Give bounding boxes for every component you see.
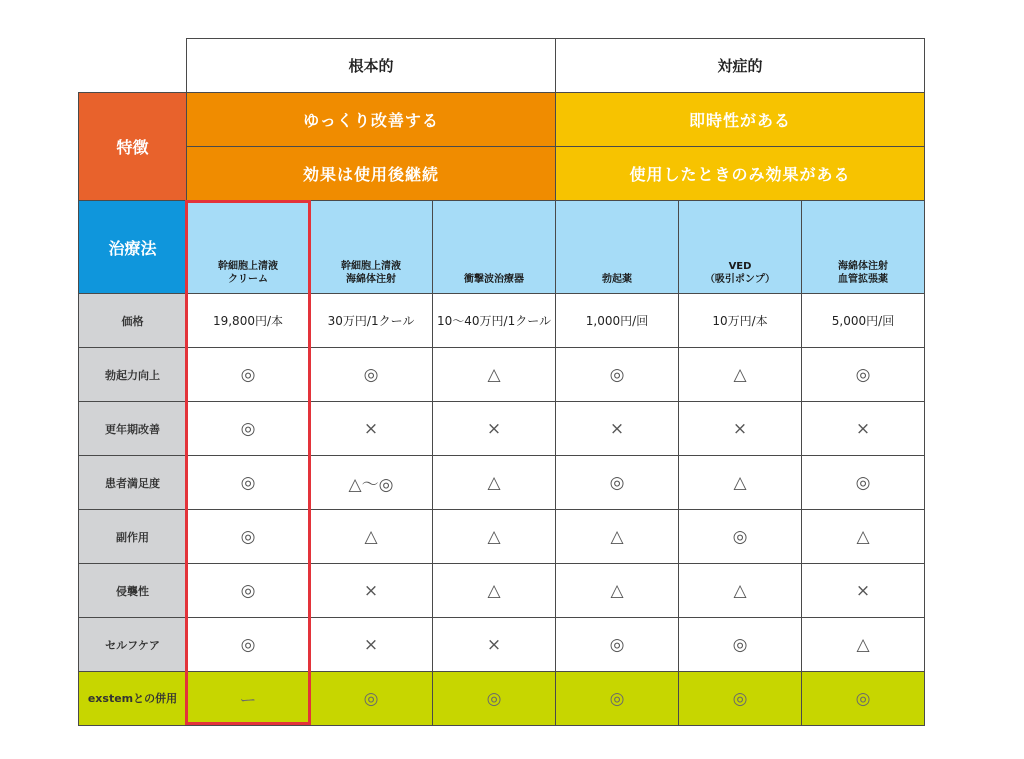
rating-cell: ◎ [802, 348, 925, 402]
rating-cell: × [802, 564, 925, 618]
rating-cell: ◎ [187, 618, 310, 672]
treatment-name-line2: 海綿体注射 [346, 274, 396, 285]
rating-cell: ◎ [556, 618, 679, 672]
feature-fundamental-2: 効果は使用後継続 [187, 147, 556, 201]
rating-cell: △ [679, 456, 802, 510]
combo-cell: ◎ [556, 672, 679, 726]
treatment-name-line1: 勃起薬 [602, 274, 632, 285]
table-row [79, 456, 925, 510]
rating-cell: × [310, 618, 433, 672]
treatment-name-line1: 幹細胞上清液 [341, 261, 401, 272]
rating-cell: × [310, 564, 433, 618]
rating-cell: ◎ [802, 456, 925, 510]
feature-symptomatic-1: 即時性がある [556, 93, 925, 147]
rating-cell: × [802, 402, 925, 456]
treatment-2 [310, 201, 433, 294]
table-row [79, 564, 925, 618]
rating-cell: ◎ [679, 618, 802, 672]
rating-cell: × [679, 402, 802, 456]
price-cell: 30万円/1クール [310, 294, 433, 348]
corner-cell [79, 39, 187, 93]
treatment-name-line1: VED [728, 261, 752, 272]
table-row [79, 294, 925, 348]
row-label: 患者満足度 [79, 456, 187, 510]
rating-cell: ◎ [187, 510, 310, 564]
feature-fundamental-1: ゆっくり改善する [187, 93, 556, 147]
rating-cell: ◎ [310, 348, 433, 402]
row-label: 侵襲性 [79, 564, 187, 618]
rating-cell: △ [802, 510, 925, 564]
feature-symptomatic-2: 使用したときのみ効果がある [556, 147, 925, 201]
rating-cell: ◎ [679, 510, 802, 564]
rating-cell: △ [679, 564, 802, 618]
rating-cell: △ [433, 348, 556, 402]
header-symptomatic: 対症的 [556, 39, 925, 93]
combo-cell: ◎ [310, 672, 433, 726]
header-fundamental: 根本的 [187, 39, 556, 93]
row-label: 価格 [79, 294, 187, 348]
row-label: 勃起力向上 [79, 348, 187, 402]
treatments-label: 治療法 [79, 201, 187, 294]
combo-label: exstemとの併用 [79, 672, 187, 726]
row-label: セルフケア [79, 618, 187, 672]
treatment-name-line2: （吸引ポンプ） [704, 274, 776, 285]
rating-cell: × [310, 402, 433, 456]
rating-cell: △ [433, 564, 556, 618]
price-cell: 5,000円/回 [802, 294, 925, 348]
combo-cell: ◎ [802, 672, 925, 726]
price-cell: 1,000円/回 [556, 294, 679, 348]
price-cell: 10万円/本 [679, 294, 802, 348]
table-row [79, 348, 925, 402]
treatment-1 [187, 201, 310, 294]
comparison-table-wrapper [78, 38, 925, 726]
rating-cell: △ [433, 456, 556, 510]
table-row [79, 402, 925, 456]
treatment-name-line1: 幹細胞上清液 [218, 261, 278, 272]
price-cell: 19,800円/本 [187, 294, 310, 348]
rating-cell: △ [556, 564, 679, 618]
rating-cell: △ [802, 618, 925, 672]
price-cell: 10～40万円/1クール [433, 294, 556, 348]
rating-cell: × [556, 402, 679, 456]
rating-cell: ◎ [187, 402, 310, 456]
treatment-4 [556, 201, 679, 294]
rating-cell: ◎ [187, 456, 310, 510]
combo-cell: ー [187, 672, 310, 726]
treatment-name-line1: 衝撃波治療器 [464, 274, 524, 285]
treatment-6 [802, 201, 925, 294]
row-label: 副作用 [79, 510, 187, 564]
row-label: 更年期改善 [79, 402, 187, 456]
features-label: 特徴 [79, 93, 187, 201]
rating-cell: ◎ [187, 564, 310, 618]
rating-cell: × [433, 618, 556, 672]
table-row [79, 618, 925, 672]
combo-cell: ◎ [433, 672, 556, 726]
rating-cell: △ [679, 348, 802, 402]
rating-cell: △ [556, 510, 679, 564]
rating-cell: △ [310, 510, 433, 564]
rating-cell: △～◎ [310, 456, 433, 510]
treatment-name-line1: 海綿体注射 [838, 261, 888, 272]
combo-cell: ◎ [679, 672, 802, 726]
rating-cell: × [433, 402, 556, 456]
treatment-name-line2: クリーム [228, 274, 268, 285]
treatment-3 [433, 201, 556, 294]
rating-cell: ◎ [556, 348, 679, 402]
comparison-table [78, 38, 925, 726]
treatment-name-line2: 血管拡張薬 [838, 274, 888, 285]
rating-cell: ◎ [556, 456, 679, 510]
treatment-5 [679, 201, 802, 294]
rating-cell: ◎ [187, 348, 310, 402]
rating-cell: △ [433, 510, 556, 564]
combo-row [79, 672, 925, 726]
table-row [79, 510, 925, 564]
